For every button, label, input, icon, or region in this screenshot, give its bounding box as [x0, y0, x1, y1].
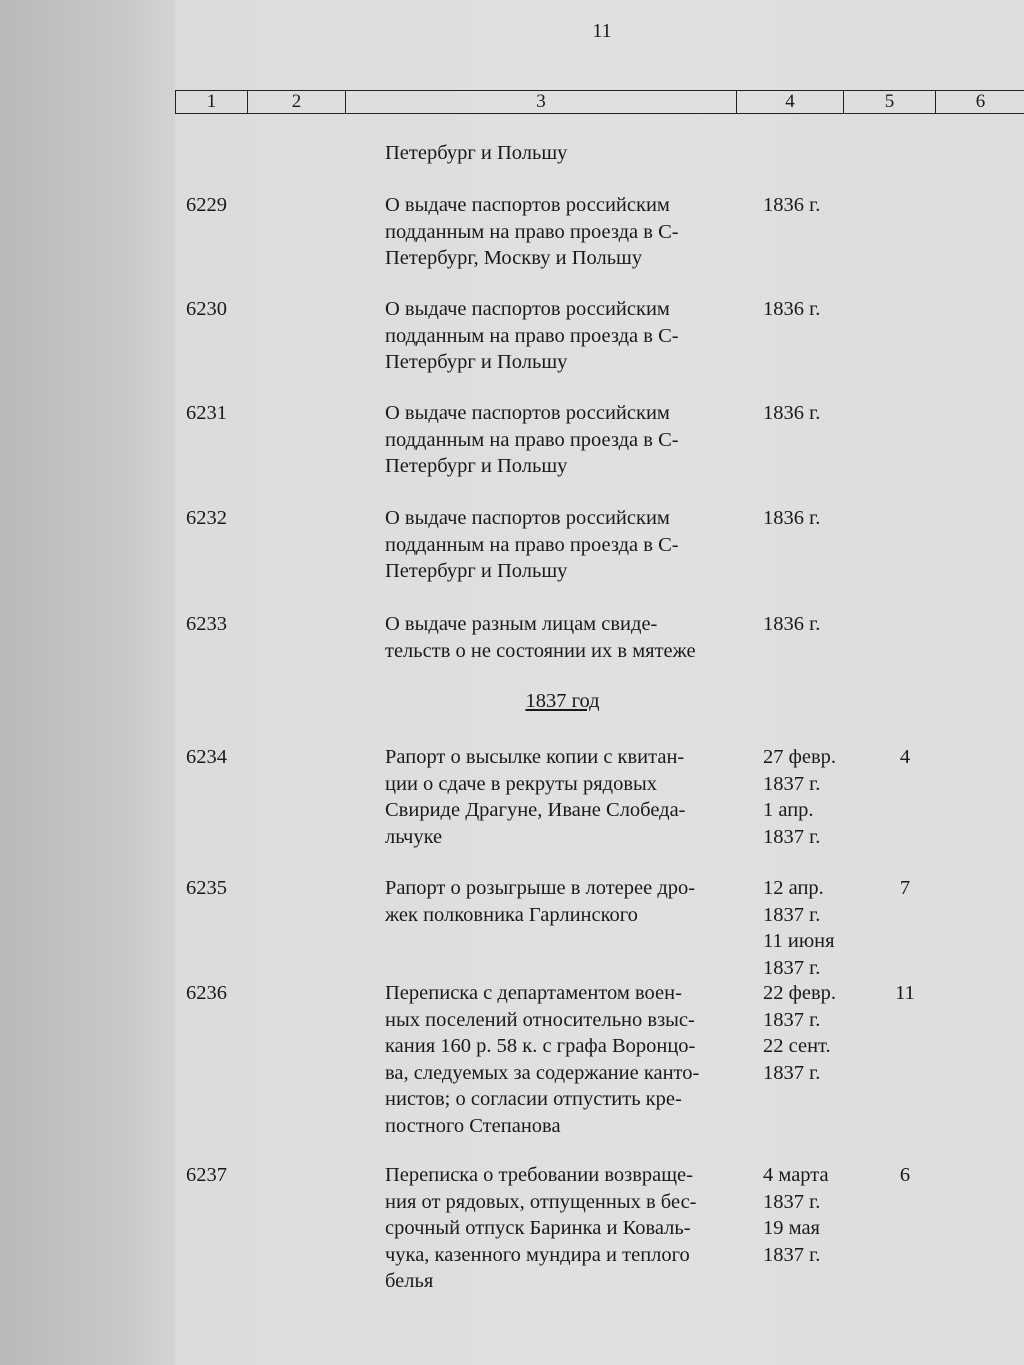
row-date: 1836 г.	[763, 194, 821, 216]
row-sheet-count: 11	[895, 982, 915, 1004]
row-number: 6235	[186, 877, 227, 899]
row-description: Петербург и Польшу	[385, 142, 568, 164]
row-description: Переписка с департаментом воен- ных поселений относительно взыс- кания 160 р. 58 к. с графа Воронцо- ва, следуемых за содержание канто- нистов; о согласии отпустить кре- постного Степанова	[385, 982, 700, 1137]
header-col-6: 6	[975, 91, 986, 112]
row-sheet-count: 7	[899, 877, 911, 899]
row-number: 6229	[186, 194, 227, 216]
row-number: 6236	[186, 982, 227, 1004]
row-date: 27 февр. 1837 г. 1 апр. 1837 г.	[763, 746, 837, 848]
row-date: 1836 г.	[763, 613, 821, 635]
table-header	[175, 90, 1024, 114]
row-description: Рапорт о высылке копии с квитан- ции о сдаче в рекруты рядовых Свириде Драгуне, Иване Слобеда- льчуке	[385, 746, 686, 848]
row-number: 6230	[186, 298, 227, 320]
row-number: 6237	[186, 1164, 227, 1186]
row-sheet-count: 4	[899, 746, 911, 768]
row-number: 6231	[186, 402, 227, 424]
row-number: 6233	[186, 613, 227, 635]
row-date: 1836 г.	[763, 298, 821, 320]
row-description: О выдаче паспортов российским подданным на право проезда в С- Петербург, Москву и Польшу	[385, 194, 679, 269]
header-col-2: 2	[248, 91, 346, 113]
header-col-4: 4	[737, 91, 844, 113]
header-col-3: 3	[346, 91, 737, 113]
page-gutter-shadow	[0, 0, 175, 1365]
row-description: Рапорт о розыгрыше в лотерее дро- жек полковника Гарлинского	[385, 877, 696, 926]
row-description: О выдаче разным лицам свиде- тельств о не состоянии их в мятеже	[385, 613, 696, 662]
row-description: О выдаче паспортов российским подданным на право проезда в С- Петербург и Польшу	[385, 298, 679, 373]
row-date: 4 марта 1837 г. 19 мая 1837 г.	[763, 1164, 829, 1266]
row-date: 22 февр. 1837 г. 22 сент. 1837 г.	[763, 982, 837, 1084]
header-col-5: 5	[844, 91, 936, 113]
row-date: 1836 г.	[763, 507, 821, 529]
row-number: 6234	[186, 746, 227, 768]
row-number: 6232	[186, 507, 227, 529]
page-number: 11	[592, 20, 612, 42]
row-description: О выдаче паспортов российским подданным на право проезда в С- Петербург и Польшу	[385, 402, 679, 477]
row-description: Переписка о требовании возвраще- ния от рядовых, отпущенных в бес- срочный отпуск Баринка и Коваль- чука, казенного мундира и теплого белья	[385, 1164, 697, 1292]
row-sheet-count: 6	[899, 1164, 911, 1186]
year-heading: 1837 год	[525, 690, 600, 712]
row-date: 1836 г.	[763, 402, 821, 424]
row-date: 12 апр. 1837 г. 11 июня 1837 г.	[763, 877, 835, 979]
row-description: О выдаче паспортов российским подданным на право проезда в С- Петербург и Польшу	[385, 507, 679, 582]
header-col-1: 1	[176, 91, 248, 113]
